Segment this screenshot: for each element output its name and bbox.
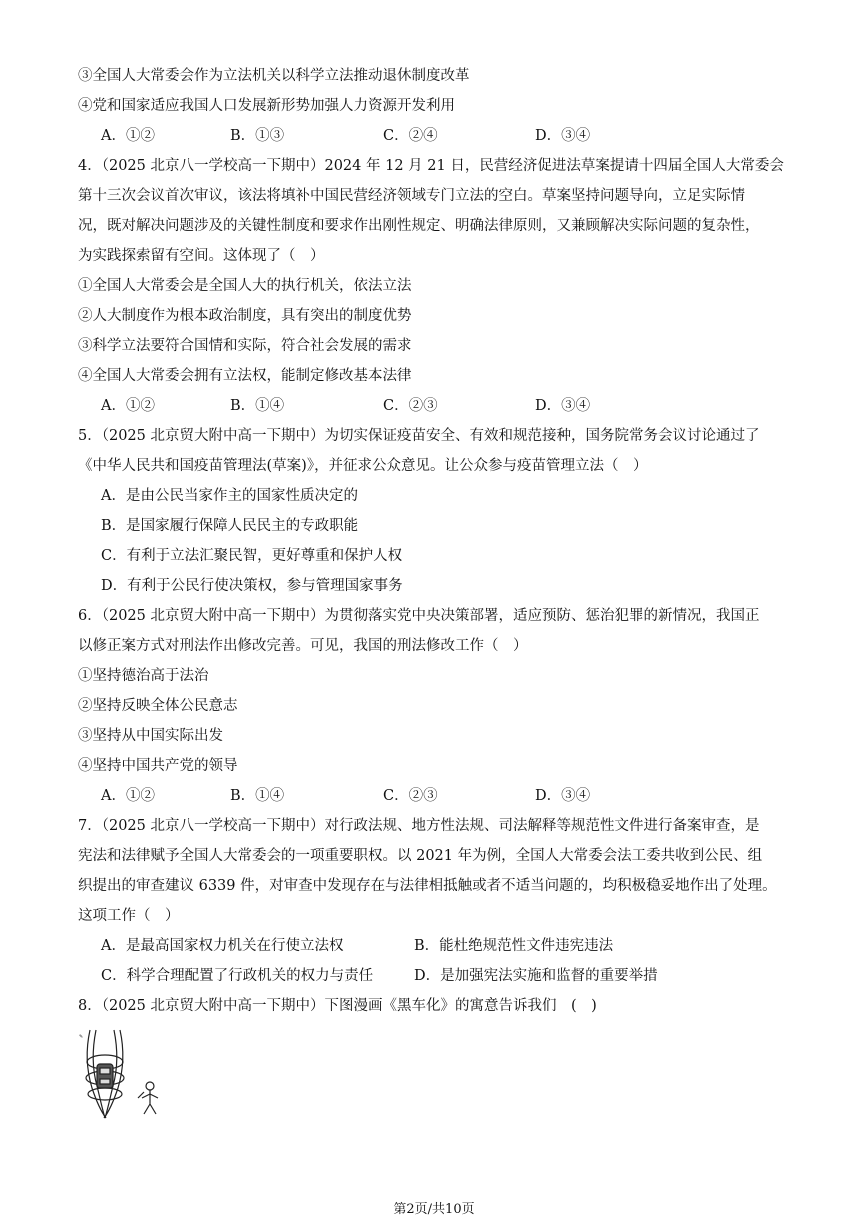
q3-statement-4: ④党和国家适应我国人口发展新形势加强人力资源开发利用	[78, 98, 455, 114]
q5-stem-line: 《中华人民共和国疫苗管理法(草案)》，并征求公众意见。让公众参与疫苗管理立法（ ）	[78, 458, 648, 474]
q4-stem-line: 为实践探索留有空间。这体现了（ ）	[78, 248, 325, 264]
q7-stem-line: 7．（2025 北京八一学校高一下期中）对行政法规、地方性法规、司法解释等规范性文件进行备案审查，是	[78, 818, 760, 834]
q3-option-a: A．①②	[101, 128, 155, 144]
svg-text:✎: ✎	[79, 1034, 84, 1040]
q6-option-b: B．①④	[230, 788, 285, 804]
q4-stem-line: 况，既对解决问题涉及的关键性制度和要求作出刚性规定、明确法律原则，又兼顾解决实际问题的复杂性，	[78, 218, 760, 234]
q4-option-a: A．①②	[101, 398, 155, 414]
q4-statement-2: ②人大制度作为根本政治制度，具有突出的制度优势	[78, 308, 412, 324]
q7-stem-line: 织提出的审查建议 6339 件，对审查中发现存在与法律相抵触或者不适当问题的，均积极稳妥地作出了处理。	[78, 878, 777, 894]
q7-option-d: D．是加强宪法实施和监督的重要举措	[414, 968, 658, 984]
q4-option-c: C．②③	[383, 398, 438, 414]
q3-statement-3: ③全国人大常委会作为立法机关以科学立法推动退休制度改革	[78, 68, 470, 84]
q4-statement-1: ①全国人大常委会是全国人大的执行机关，依法立法	[78, 278, 412, 294]
q4-option-d: D．③④	[535, 398, 591, 414]
q7-option-a: A．是最高国家权力机关在行使立法权	[101, 938, 344, 954]
cartoon-illustration	[78, 1028, 170, 1120]
q7-option-c: C．科学合理配置了行政机关的权力与责任	[101, 968, 374, 984]
q6-statement-4: ④坚持中国共产党的领导	[78, 758, 238, 774]
q3-option-b: B．①③	[230, 128, 285, 144]
q7-option-b: B．能杜绝规范性文件违宪违法	[414, 938, 614, 954]
page-footer: 第2页/共10页	[393, 1202, 475, 1217]
q7-stem-line: 宪法和法律赋予全国人大常委会的一项重要职权。以 2021 年为例，全国人大常委会法工委共收到公民、组	[78, 848, 763, 864]
q4-statement-4: ④全国人大常委会拥有立法权，能制定修改基本法律	[78, 368, 412, 384]
q6-stem-line: 6．（2025 北京贸大附中高一下期中）为贯彻落实党中央决策部署，适应预防、惩治犯罪的新情况，我国正	[78, 608, 760, 624]
q6-statement-2: ②坚持反映全体公民意志	[78, 698, 238, 714]
q5-option-b: B．是国家履行保障人民民主的专政职能	[101, 518, 359, 534]
q6-option-a: A．①②	[101, 788, 155, 804]
q6-statement-3: ③坚持从中国实际出发	[78, 728, 223, 744]
q4-option-b: B．①④	[230, 398, 285, 414]
q4-stem-line: 第十三次会议首次审议，该法将填补中国民营经济领域专门立法的空白。草案坚持问题导向，立足实际情	[78, 188, 745, 204]
q6-option-d: D．③④	[535, 788, 591, 804]
q4-statement-3: ③科学立法要符合国情和实际，符合社会发展的需求	[78, 338, 412, 354]
q3-option-c: C．②④	[383, 128, 438, 144]
q5-option-d: D．有利于公民行使决策权，参与管理国家事务	[101, 578, 403, 594]
q7-stem-line: 这项工作（ ）	[78, 908, 180, 924]
q3-option-d: D．③④	[535, 128, 591, 144]
q5-option-a: A．是由公民当家作主的国家性质决定的	[101, 488, 358, 504]
q6-option-c: C．②③	[383, 788, 438, 804]
q8-stem: 8．（2025 北京贸大附中高一下期中）下图漫画《黑车化》的寓意告诉我们 ( )	[78, 998, 597, 1014]
q4-stem-line: 4．（2025 北京八一学校高一下期中）2024 年 12 月 21 日，民营经济促进法草案提请十四届全国人大常委会	[78, 158, 784, 174]
q6-statement-1: ①坚持德治高于法治	[78, 668, 209, 684]
q5-option-c: C．有利于立法汇聚民智，更好尊重和保护人权	[101, 548, 403, 564]
q5-stem-line: 5．（2025 北京贸大附中高一下期中）为切实保证疫苗安全、有效和规范接种，国务院常务会议讨论通过了	[78, 428, 760, 444]
q6-stem-line: 以修正案方式对刑法作出修改完善。可见，我国的刑法修改工作（ ）	[78, 638, 528, 654]
